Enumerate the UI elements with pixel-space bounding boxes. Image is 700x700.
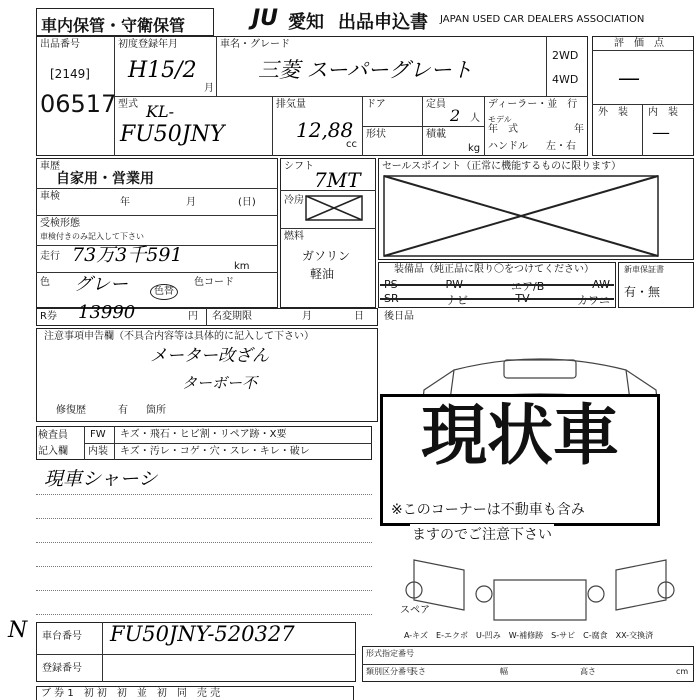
sales-point-label: セールスポイント（正常に機能するものに限ります） — [382, 161, 622, 172]
inspection-label: 車検 — [40, 191, 60, 202]
shift-label: シフト — [284, 161, 314, 172]
mileage-unit: km — [234, 261, 250, 272]
logo-text: 愛知 — [288, 12, 324, 33]
width-label: 幅 — [500, 667, 508, 676]
history-value: 自家用・営業用 — [56, 171, 154, 187]
shape-label: 形状 — [366, 129, 386, 140]
sub-number: [2149] — [50, 67, 90, 81]
equipment-item: カワニ — [576, 294, 610, 307]
dealer-label: ディーラー・並 行 — [488, 99, 578, 110]
cc-unit: cc — [346, 139, 357, 150]
retrofit-label: 後日品 — [384, 311, 414, 322]
spec-label: 形式指定番号 — [366, 649, 414, 658]
chassis-number: FU50JNY-520327 — [110, 622, 295, 646]
month-unit: 月 — [204, 83, 214, 94]
interior-eval-label: 内 装 — [648, 107, 678, 118]
handle-options: 左・右 — [546, 141, 576, 152]
equipment-row-2 — [384, 292, 610, 308]
fuel-diesel: 軽油 — [310, 267, 335, 281]
registration-label: 登録番号 — [42, 663, 82, 674]
length-label: 長さ — [410, 667, 426, 676]
r-ticket-value: 13990 — [78, 302, 136, 323]
margin-mark: N — [8, 618, 28, 643]
listing-number: 06517 — [40, 90, 117, 118]
handle-label: ハンドル — [488, 141, 528, 152]
interior-items: キズ・汚レ・コゲ・穴・スレ・キレ・破レ — [120, 446, 310, 457]
first-reg-value: H15/2 — [128, 58, 197, 83]
car-name-label: 車名・グレード — [220, 39, 290, 50]
inspector-label: 検査員 — [38, 430, 68, 441]
spare-label: スペア — [400, 605, 430, 616]
model-value: FU50JNY — [120, 122, 225, 147]
equipment-item: AW — [592, 278, 610, 291]
fuel-gasoline: ガソリン — [302, 249, 351, 263]
equipment-item: ナビ — [446, 294, 468, 307]
sales-point-crossout — [378, 172, 694, 260]
entry-label: 記入欄 — [38, 446, 68, 457]
name-change-month: 月 — [302, 311, 312, 322]
fuel-label: 燃料 — [284, 231, 304, 242]
warranty-value: 有・無 — [624, 285, 661, 299]
footer-row-text: ブ 券 1 初 初 初 並 初 同 売 売 — [41, 688, 221, 699]
interior-row-label: 内装 — [88, 446, 108, 457]
notes-line-1: メーター改ざん — [150, 346, 269, 366]
inspection-year: 年 — [120, 197, 130, 208]
capacity-label: 定員 — [426, 99, 446, 110]
history-label: 車歴 — [40, 161, 60, 172]
capacity-unit: 人 — [470, 113, 480, 124]
yen-unit: 円 — [188, 311, 198, 322]
equipment-item: TV — [515, 292, 530, 305]
form-title: 出品申込書 — [338, 12, 428, 33]
equipment-item: PW — [445, 278, 464, 291]
kg-unit: kg — [468, 143, 481, 154]
listing-number-label: 出品番号 — [40, 39, 80, 50]
ju-logo: JU — [252, 6, 279, 31]
warranty-label: 新車保証書 — [624, 265, 664, 274]
ac-crossed-box — [300, 192, 370, 224]
mileage-label: 走行 — [40, 251, 60, 262]
storage-label: 車内保管・守衛保管 — [41, 16, 186, 35]
repair-place: 箇所 — [146, 405, 166, 416]
equipment-item: PS — [384, 278, 398, 291]
drive-4wd: 4WD — [552, 73, 579, 86]
repair-label: 修復歴 — [56, 405, 86, 416]
model-year-label2: 年 式 — [488, 124, 518, 135]
inspection-day: (日) — [238, 197, 256, 208]
footer-row — [36, 686, 354, 700]
equipment-label: 装備品（純正品に限り〇をつけてください） — [394, 264, 594, 275]
load-label: 積載 — [426, 129, 446, 140]
eval-label: 評 価 点 — [614, 38, 664, 49]
inspection-month: 月 — [186, 197, 196, 208]
car-name-value: 三菱 スーパーグレート — [258, 58, 473, 82]
first-reg-label: 初度登録年月 — [118, 39, 178, 50]
drive-2wd: 2WD — [552, 49, 579, 62]
color-code-label: 色コード — [194, 277, 234, 288]
displacement-value: 12,88 — [296, 118, 354, 142]
storage-box — [36, 8, 214, 36]
ac-label: 冷房 — [284, 195, 304, 206]
year-unit: 年 — [574, 124, 584, 135]
evaluation-block — [592, 36, 694, 156]
class-label: 類別区分番号 — [366, 667, 414, 676]
chassis-label: 車台番号 — [42, 631, 82, 642]
as-is-text: 現状車 — [421, 397, 619, 474]
color-value: グレー — [74, 274, 128, 295]
stamp-note-1: ※このコーナーは不動車も含み — [391, 502, 585, 518]
shift-value: 7MT — [314, 168, 361, 192]
equipment-item: SR — [384, 292, 399, 305]
fw-label: FW — [90, 429, 106, 440]
eval-value: — — [618, 66, 640, 91]
notes-line-2: ターボー不 — [182, 374, 258, 392]
association-name: JAPAN USED CAR DEALERS ASSOCIATION — [440, 14, 645, 25]
interior-eval-value: — — [652, 122, 670, 143]
color-change: 色替 — [150, 284, 178, 300]
name-change-day: 日 — [354, 311, 364, 322]
door-label: ドア — [366, 99, 386, 110]
displacement-label: 排気量 — [276, 99, 306, 110]
model-prefix: KL- — [146, 102, 174, 121]
remark-text: 現車シャーシ — [44, 468, 158, 490]
model-year-label: モデル — [488, 115, 512, 124]
inspection-type-label: 受検形態 — [40, 218, 80, 229]
exterior-label: 外 装 — [598, 107, 628, 118]
notes-label: 注意事項申告欄（不具合内容等は具体的に記入して下さい） — [44, 331, 314, 342]
repair-value: 有 — [118, 405, 128, 416]
as-is-stamp — [380, 394, 660, 526]
name-change-label: 名変期限 — [212, 311, 252, 322]
inspection-type-note: 車検付きのみ記入して下さい — [40, 232, 144, 241]
stamp-note-2: ますのでご注意下さい — [410, 524, 554, 544]
r-ticket-label: R券 — [40, 311, 57, 322]
capacity-value: 2 — [450, 106, 461, 125]
fw-items: キズ・飛石・ヒビ割・リペア跡・X要 — [120, 429, 287, 440]
equipment-item: エア/B — [510, 280, 545, 293]
model-label: 型式 — [118, 99, 138, 110]
cm-unit: cm — [676, 667, 689, 676]
color-label: 色 — [40, 277, 50, 288]
height-label: 高さ — [580, 667, 596, 676]
damage-legend: A-キズ E-エクボ U-凹み W-補修跡 S-サビ C-腐食 XX-交換済 — [404, 631, 654, 640]
mileage-value: 73万3千591 — [72, 244, 183, 266]
